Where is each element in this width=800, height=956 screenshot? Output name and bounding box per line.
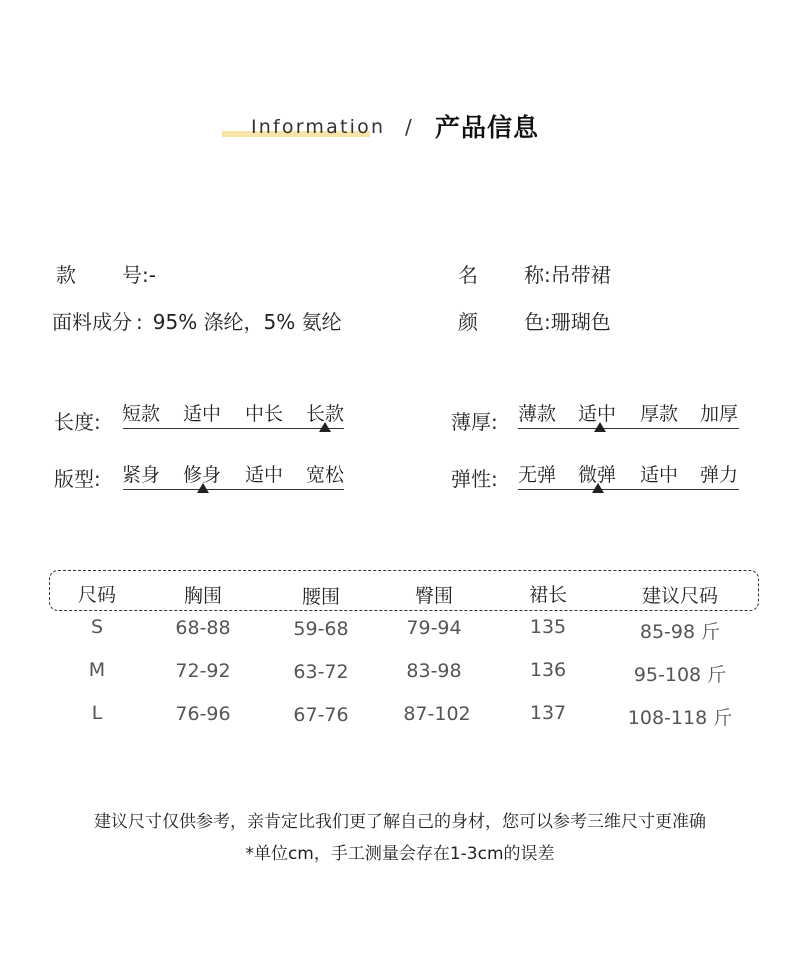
table-cell: 72-92 — [175, 660, 231, 682]
table-cell: 135 — [529, 616, 567, 638]
field-separator: : — [136, 310, 143, 334]
title-chinese: 产品信息 — [435, 113, 540, 142]
scale-option: 适中 — [183, 403, 222, 425]
table-cell: 76-96 — [175, 703, 231, 725]
field-name — [458, 259, 611, 288]
title-separator: / — [405, 115, 412, 139]
table-cell: 68-88 — [175, 617, 231, 639]
table-header-size: 尺码 — [77, 584, 116, 606]
scale-option: 宽松 — [306, 464, 345, 486]
note-measurement-error: *单位cm，手工测量会存在1-3cm的误差 — [245, 844, 555, 864]
scale-marker-icon — [197, 483, 209, 493]
field-color — [458, 306, 611, 335]
scale-option: 薄款 — [518, 403, 557, 425]
field-label-part: 号 — [122, 263, 142, 287]
scale-label-elasticity: 弹性: — [451, 467, 498, 491]
field-value: - — [148, 263, 156, 287]
table-cell: 108-118 斤 — [627, 707, 733, 729]
scale-option: 加厚 — [700, 403, 739, 425]
table-cell: 95-108 斤 — [633, 664, 727, 686]
table-cell: 83-98 — [406, 660, 462, 682]
table-cell: 63-72 — [293, 661, 349, 683]
table-cell: 85-98 斤 — [639, 621, 721, 643]
field-separator: : — [544, 310, 551, 334]
field-label-part: 款 — [56, 263, 76, 287]
scale-option: 弹力 — [700, 464, 739, 486]
scale-option: 长款 — [306, 403, 345, 425]
table-cell: M — [88, 659, 106, 681]
table-header-length: 裙长 — [528, 584, 567, 606]
title-english: Information — [251, 116, 386, 138]
table-cell: 59-68 — [293, 618, 349, 640]
table-cell: 137 — [529, 702, 567, 724]
scale-line — [123, 428, 344, 429]
scale-option: 厚款 — [640, 403, 679, 425]
field-label: 面料成分 — [52, 310, 132, 334]
table-header-hip: 臀围 — [414, 585, 453, 607]
scale-option: 中长 — [245, 403, 284, 425]
table-cell: S — [90, 616, 104, 638]
scale-option: 适中 — [578, 403, 617, 425]
field-label-part: 称 — [524, 263, 544, 287]
field-material — [52, 306, 342, 335]
field-value: 吊带裙 — [550, 263, 611, 287]
scale-label-fit: 版型: — [54, 467, 101, 491]
scale-option: 短款 — [122, 403, 161, 425]
scale-label-thickness: 薄厚: — [451, 410, 498, 434]
table-cell: 67-76 — [293, 704, 349, 726]
scale-line — [123, 489, 344, 490]
field-value: 95% 涤纶，5% 氨纶 — [152, 310, 342, 334]
note-size-reference: 建议尺寸仅供参考，亲肯定比我们更了解自己的身材，您可以参考三维尺寸更准确 — [94, 812, 706, 832]
scale-option: 微弹 — [578, 464, 617, 486]
field-separator: : — [142, 263, 149, 287]
scale-marker-icon — [319, 422, 331, 432]
field-label-part: 颜 — [458, 310, 478, 334]
scale-label-length: 长度: — [54, 410, 101, 434]
scale-marker-icon — [592, 483, 604, 493]
table-header-waist: 腰围 — [301, 586, 340, 608]
field-label-part: 色 — [524, 310, 544, 334]
field-separator: : — [544, 263, 551, 287]
field-label-part: 名 — [458, 263, 478, 287]
scale-option: 适中 — [245, 464, 284, 486]
table-cell: 136 — [529, 659, 567, 681]
scale-option: 适中 — [640, 464, 679, 486]
scale-option: 无弹 — [518, 464, 557, 486]
scale-option: 修身 — [183, 464, 222, 486]
scale-line — [518, 428, 739, 429]
table-header-bust: 胸围 — [183, 585, 222, 607]
scale-option: 紧身 — [122, 464, 161, 486]
table-cell: 87-102 — [403, 703, 471, 725]
scale-marker-icon — [594, 422, 606, 432]
table-cell: L — [91, 702, 103, 724]
table-cell: 79-94 — [406, 617, 462, 639]
scale-line — [518, 489, 739, 490]
table-header-recommended: 建议尺码 — [641, 585, 718, 607]
field-style-number — [56, 259, 156, 288]
field-value: 珊瑚色 — [550, 310, 611, 334]
